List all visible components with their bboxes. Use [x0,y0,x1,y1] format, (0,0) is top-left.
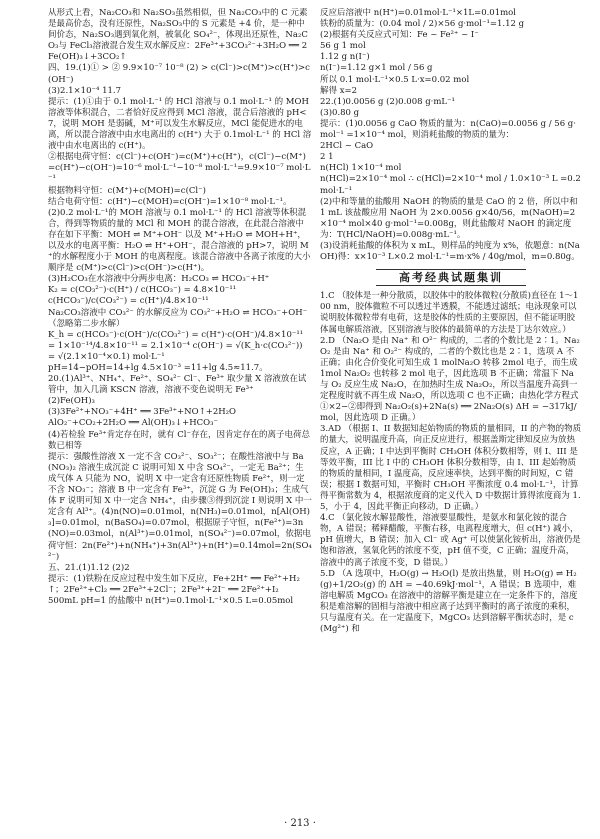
answer-item: 4.C （氯化铵水解显酸性，溶液要显酸性，是氨水和氯化铵的混合物，A 错误；稀释醋酸，平衡右移，电离程度增大，但 c(H⁺) 减小，pH 值增大，B 错误；加入 Cl⁻ 或 Ag⁺ 可以使氯化铵析出，溶液仍是饱和溶液，氢氧化钙的浓度不变，pH 值不变，C 正确；温度升高，溶液中的离子浓度不变，D 错误。） [320,513,581,568]
section-heading: 高考经典试题集训 [376,269,526,286]
text-paragraph: (2)Fe(OH)₃ [48,396,95,407]
text-paragraph: 反应后溶液中 n(H⁺)=0.01mol·L⁻¹×1L=0.01mol [320,8,517,18]
text-paragraph: (3)H₂CO₃在水溶液中分两步电离：H₂CO₃ ⇌ HCO₃⁻+H⁺ [48,274,270,285]
text-paragraph: ②根据电荷守恒：c(Cl⁻)+c(OH⁻)=c(M⁺)+c(H⁺)，c(Cl⁻)−c(M⁺)=c(H⁺)−c(OH⁻)=10⁻⁶ mol·L⁻¹−10⁻⁸ mol·L⁻¹=9.9×10⁻⁷ mol·L⁻¹ [48,152,311,185]
formula-line: 1.12 g n(I⁻) [320,52,370,63]
formula-line: 56 g 1 mol [320,41,366,52]
formula-line: pH=14−pOH=14+lg 4.5×10⁻³ =11+lg 4.5≈11.7。 [48,363,268,373]
text-paragraph: (4)若检验 Fe³⁺肯定存在时，就有 Cl⁻存在，因肯定存在的离子电荷总数已相等 [48,429,311,451]
text-paragraph: (3)设消耗盐酸的体积为 x mL，则样品的纯度为 x%，依题意：n(NaOH)得：x×10⁻³ L×0.2 mol·L⁻¹=m·x% / 40g/mol，m=0.80g。 [320,240,580,263]
right-column [320,8,582,813]
formula-line: n(I⁻)=1.12 g×1 mol / 56 g [320,63,433,74]
formula-line: 铁粉的质量为：(0.04 mol / 2)×56 g·mol⁻¹=1.12 g [320,19,525,30]
text-paragraph: (2)根据有关反应式可知：Fe ~ Fe²⁺ ~ I⁻ [320,30,479,41]
text-paragraph: 所以 0.1 mol·L⁻¹×0.5 L·x=0.02 mol [320,74,470,85]
text-paragraph: 五、21.(1)1.12 (2)2 [48,562,130,573]
text-paragraph: 根据物料守恒：c(M⁺)+c(MOH)=c(Cl⁻) [48,185,206,196]
answer-item: 1.C （胶体是一种分散质，以胶体中的胶体微粒(分散质)直径在 1～100 nm，胶体微粒不可以透过半透膜，不能透过滤纸；电泳现象可以说明胶体微粒带有电荷，这是胶体的性质的主要原因，但不能证明胶体属电解质溶液，区别溶液与胶体的最简单的方法是丁达尔效应。） [320,291,579,335]
page-number: · 213 · [284,818,316,829]
text-paragraph: (3)0.80 g [320,107,360,118]
text-paragraph: 四、19.(1)① > ② 9.9×10⁻⁷ 10⁻⁸ (2) > c(Cl⁻)>c(M⁺)>c(H⁺)>c(OH⁻) [48,63,310,85]
formula-line: c(HCO₃⁻)/c(CO₃²⁻) = c(H⁺)/4.8×10⁻¹¹ [48,296,209,307]
text-paragraph: 解得 x=2 [320,85,358,96]
text-paragraph: 提示：(1)0.0056 g CaO 物质的量为：n(CaO)=0.0056 g / 56 g·mol⁻¹ =1×10⁻⁴ mol，则消耗盐酸的物质的量为： [320,118,576,141]
formula-line: 2 1 [320,152,334,163]
text-paragraph: (2)0.2 mol·L⁻¹的 MOH 溶液与 0.1 mol·L⁻¹ 的 HCl 溶液等体积混合，得到等物质的量的 MCl 和 MOH 的混合溶液，在此混合溶液中存在如下平衡：MOH ⇌ M⁺+OH⁻ 以及 M⁺+H₂O ⇌ MOH+H⁺，以及水的电离平衡：H₂O ⇌ H⁺+OH⁻，混合溶液的 pH>7，说明 M⁺的水解程度小于 MOH 的电离程度。该混合溶液中各离子浓度的大小顺序是 c(M⁺)>c(Cl⁻)>c(OH⁻)>c(H⁺)。 [48,207,311,274]
formula-line: n(HCl) 1×10⁻⁴ mol [320,163,402,174]
text-paragraph: 提示：(1)①由于 0.1 mol·L⁻¹ 的 HCl 溶液与 0.1 mol·L⁻¹ 的 MOH 溶液等体积混合，二者恰好反应得到 MCl 溶液，混合后溶液的 pH<7，说明 MOH 是弱碱，M⁺可以发生水解反应，MCl 能促进水的电离，所以混合溶液中由水电离出的 c(H⁺) 大于 0.1mol·L⁻¹ 的 HCl 溶液中由水电离出的 c(H⁺)。 [48,96,312,152]
text-paragraph: 结合电荷守恒：c(H⁺)−c(MOH)=c(OH⁻)=1×10⁻⁸ mol·L⁻¹。 [48,196,292,207]
text-paragraph: 提示：强酸性溶液 X 一定不含 CO₃²⁻、SO₃²⁻；在酸性溶液中与 Ba(NO₃)₂ 溶液生成沉淀 C 说明可知 X 中含 SO₄²⁻，一定无 Ba²⁺；生成气体 A 只能为 NO，说明 X 中一定含有还原性物质 Fe²⁺，则一定不含 NO₃⁻；溶液 B 中一定含有 Fe³⁺，沉淀 G 为 Fe(OH)₃；生成气体 F 说明可知 X 中一定含 NH₄⁺，由步骤③得到沉淀 I 则说明 X 中一定含有 Al³⁺。(4)n(NO)=0.01mol，n(NH₃)=0.01mol，n[Al(OH)₃]=0.01mol，n(BaSO₄)=0.07mol，根据原子守恒，n(Fe²⁺)=3n(NO)=0.03mol，n(Al³⁺)=0.01mol，n(SO₄²⁻)=0.07mol，依据电荷守恒：2n(Fe²⁺)+n(NH₄⁺)+3n(Al³⁺)+n(H⁺)=0.14mol=2n(SO₄²⁻) [48,451,312,562]
formula-line: (3)3Fe²⁺+NO₃⁻+4H⁺ ══ 3Fe³⁺+NO↑+2H₂O [48,407,237,418]
formula-line: AlO₂⁻+CO₂+2H₂O ══ Al(OH)₃↓+HCO₃⁻ [48,418,218,429]
text-paragraph: (2)中和等量的盐酸用 NaOH 的物质的量是 CaO 的 2 倍，所以中和 1 mL 该盐酸应用 NaOH 为 2×0.0056 g×40/56，m(NaOH)=2×10⁻⁴ mol×40 g·mol⁻¹=0.008g，则此盐酸对 NaOH 的滴定度为：T(HCl/NaOH)=0.008g·mL⁻¹。 [320,196,578,240]
answer-item: 2.D （Na₂O 是由 Na⁺ 和 O²⁻ 构成的，二者的个数比是 2∶1。Na₂O₂ 是由 Na⁺ 和 O₂²⁻ 构成的，二者的个数比也是 2∶1，选项 A 不正确；由化合价变化可知生成 1 molNa₂O 转移 2mol 电子，而生成 1mol Na₂O₂ 也转移 2 mol 电子，因此选项 B 不正确；常温下 Na 与 O₂ 反应生成 Na₂O，在加热时生成 Na₂O₂，所以当温度升高到一定程度时就不再生成 Na₂O，所以选项 C 也不正确；由热化学方程式①×2−②即得到 Na₂O₂(s)+2Na(s) ══ 2Na₂O(s) ΔH = −317kJ/mol，因此选项 D 正确。） [320,335,580,424]
formula-line: n(HCl)=2×10⁻⁴ mol ∴ c(HCl)=2×10⁻⁴ mol / 1.0×10⁻³ L =0.2mol·L⁻¹ [320,174,581,196]
answer-item: 3.AD （根据 I、II 数据知起始物质的物质的量相同，II 的产物的物质的量大，说明温度升高，向正反应进行，根据盖斯定律知反应为放热反应，A 正确；I 中达到平衡时 CH₃OH 体积分数相等，则 I、III 是等效平衡，III 比 I 中的 CH₃OH 体积分数相等，由 I、III 起始物质的物质的量相同，I 温度高，反应速率快，达到平衡的时间短，C 错误；根据 I 数据可知，平衡时 CH₃OH 平衡浓度 0.4 mol·L⁻¹，计算得平衡常数为 4，根据浓度商的定义代入 D 中数据计算得浓度商为 1.5，小于 4，因此平衡正向移动，D 正确。） [320,424,582,513]
formula-line: K₂ = c(CO₃²⁻)·c(H⁺) / c(HCO₃⁻) = 4.8×10⁻¹¹ [48,285,237,296]
text-paragraph: (3)2.1×10⁻⁴ 11.7 [48,85,122,96]
text-paragraph: 22.(1)0.0056 g (2)0.008 g·mL⁻¹ [320,96,455,107]
text-paragraph: 从形式上看，Na₂CO₃和 Na₂SO₃虽然相似，但 Na₂CO₃中的 C 元素是最高价态，没有还原性，Na₂SO₃中的 S 元素是 +4 价，是一种中间价态，Na₂SO₃遇到氧化剂，被氧化 SO₄²⁻，体现出还原性，Na₂CO₃与 FeCl₃溶液混合发生双水解反应：2Fe³⁺+3CO₃²⁻+3H₂O ══ 2Fe(OH)₃↓+3CO₂↑ [48,8,308,63]
text-paragraph: 500mL pH=1 的盐酸中 n(H⁺)=0.1mol·L⁻¹×0.5 L=0.05mol [48,595,294,606]
left-column [48,8,312,813]
formula-line: 2HCl ~ CaO [320,141,374,152]
text-paragraph: Na₂CO₃溶液中 CO₃²⁻ 的水解反应为 CO₃²⁻+H₂O ⇌ HCO₃⁻+OH⁻（忽略第二步水解） [48,307,308,329]
text-paragraph: 提示：(1)铁粉在反应过程中发生如下反应，Fe+2H⁺ ══ Fe²⁺+H₂↑；2Fe²⁺+Cl₂ ══ 2Fe³⁺+2Cl⁻；2Fe³⁺+2I⁻ ══ 2Fe²⁺+I₂ [48,573,300,595]
text-paragraph: 20.(1)Al³⁺、NH₄⁺、Fe²⁺、SO₄²⁻ Cl⁻、Fe³⁺ 取少量 X 溶液放在试管中，加入几滴 KSCN 溶液，溶液不变色说明无 Fe³⁺ [48,374,307,396]
formula-line: K_h = c(HCO₃⁻)·c(OH⁻)/c(CO₃²⁻) = c(H⁺)·c(OH⁻)/4.8×10⁻¹¹ = 1×10⁻¹⁴/4.8×10⁻¹¹ = 2.1×10⁻⁴ c(OH⁻) = √(K_h·c(CO₃²⁻)) = √(2.1×10⁻⁴×0.1) mol·L⁻¹ [48,329,304,362]
answer-item: 5.D （A 选项中，H₂O(g) → H₂O(l) 是放出热量，则 H₂O(g) ⇌ H₂(g)+1/2O₂(g) 的 ΔH = −40.69kJ·mol⁻¹，A 错误；B 选项中，难溶电解质 MgCO₃ 在溶液中的溶解平衡是建立在一定条件下的，溶度积是难溶解的固相与溶液中相应离子达到平衡时的离子浓度的乘积，只与温度有关。在一定温度下，MgCO₃ 达到溶解平衡状态时，是 c(Mg²⁺) 和 [320,568,578,635]
